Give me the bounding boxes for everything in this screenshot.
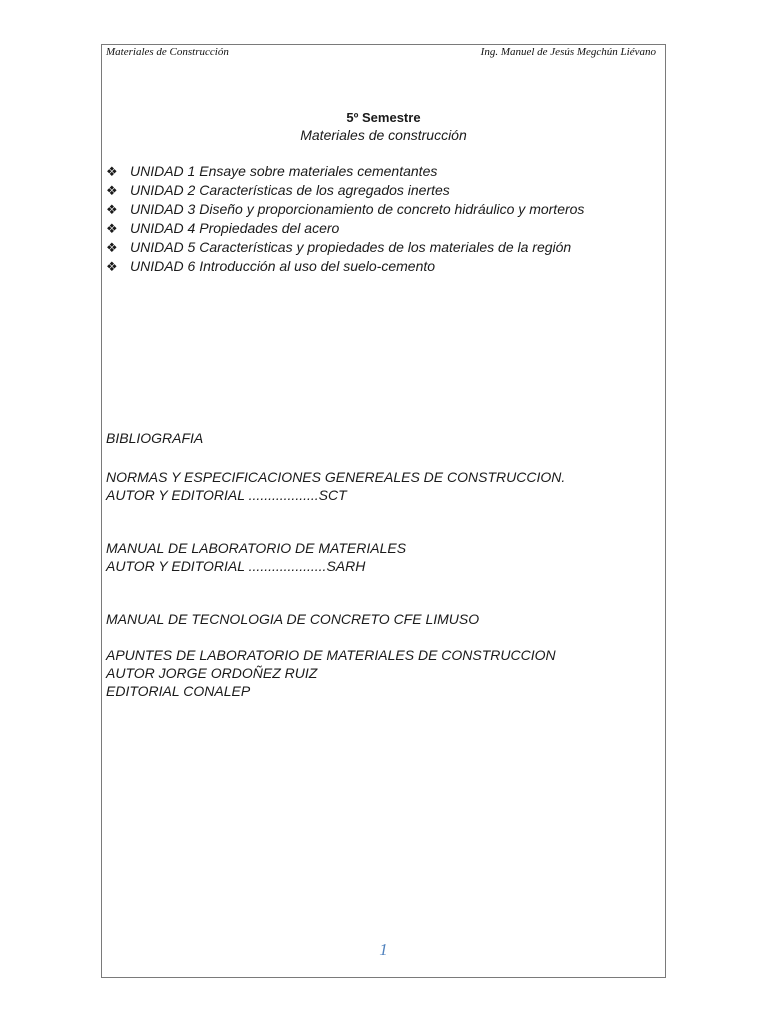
unit-text: UNIDAD 2 Características de los agregados inertes (130, 182, 450, 198)
entry-author: AUTOR Y EDITORIAL ....................SARH (106, 558, 366, 574)
diamond-bullet-icon: ❖ (106, 164, 118, 179)
bibliography-entry (106, 646, 556, 700)
unit-text: UNIDAD 3 Diseño y proporcionamiento de concreto hidráulico y morteros (130, 201, 585, 217)
list-item (106, 257, 584, 276)
diamond-bullet-icon: ❖ (106, 202, 118, 217)
entry-author: AUTOR JORGE ORDOÑEZ RUIZ (106, 665, 318, 681)
entry-title: MANUAL DE TECNOLOGIA DE CONCRETO CFE LIMUSO (106, 611, 480, 627)
header-author: Ing. Manuel de Jesús Megchún Liévano (480, 46, 656, 58)
page-header (106, 46, 656, 62)
list-item (106, 219, 584, 238)
bibliography-entry (106, 539, 406, 575)
list-item (106, 181, 584, 200)
entry-title: NORMAS Y ESPECIFICACIONES GENEREALES DE CONSTRUCCION. (106, 469, 566, 485)
entry-title: APUNTES DE LABORATORIO DE MATERIALES DE CONSTRUCCION (106, 647, 556, 663)
entry-title: MANUAL DE LABORATORIO DE MATERIALES (106, 540, 407, 556)
entry-author: AUTOR Y EDITORIAL ..................SCT (106, 487, 347, 503)
bibliography-heading: BIBLIOGRAFIA (106, 430, 204, 446)
diamond-bullet-icon: ❖ (106, 259, 118, 274)
units-list (106, 162, 584, 276)
diamond-bullet-icon: ❖ (106, 221, 118, 236)
list-item (106, 162, 584, 181)
header-course-title: Materiales de Construcción (106, 46, 229, 58)
bibliography-entry (106, 610, 479, 628)
page-number: 1 (379, 940, 388, 959)
unit-text: UNIDAD 1 Ensaye sobre materiales cementantes (130, 163, 438, 179)
unit-text: UNIDAD 6 Introducción al uso del suelo-cemento (130, 258, 436, 274)
unit-text: UNIDAD 5 Características y propiedades de los materiales de la región (130, 239, 572, 255)
unit-text: UNIDAD 4 Propiedades del acero (130, 220, 340, 236)
entry-publisher: EDITORIAL CONALEP (106, 683, 251, 699)
list-item (106, 238, 584, 257)
subject-title: Materiales de construcción (300, 127, 467, 143)
bibliography-entry (106, 468, 565, 504)
list-item (106, 200, 584, 219)
diamond-bullet-icon: ❖ (106, 183, 118, 198)
diamond-bullet-icon: ❖ (106, 240, 118, 255)
semester-title: 5º Semestre (346, 110, 421, 125)
